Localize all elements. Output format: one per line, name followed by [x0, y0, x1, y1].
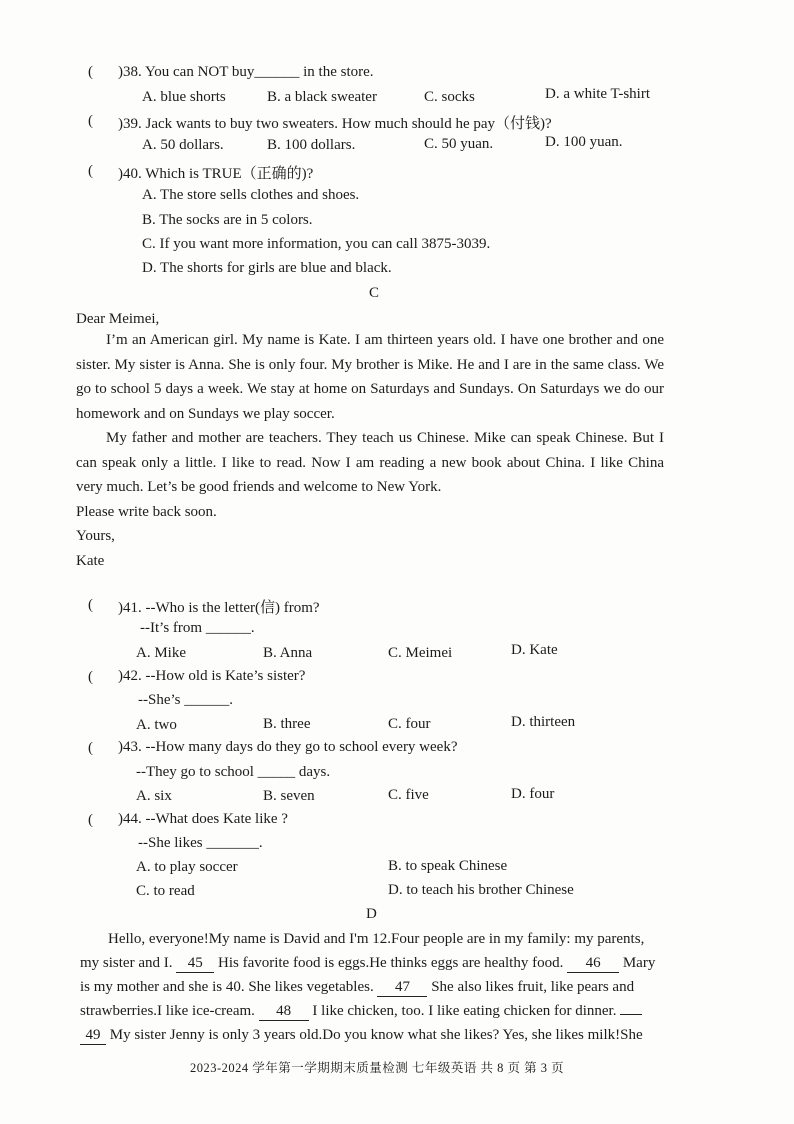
q41-option-a: A. Mike — [136, 645, 186, 661]
passage-d-line-1: Hello, everyone!My name is David and I'm 12.Four people are in my family: my parents, — [108, 931, 645, 947]
q38-paren: ( — [88, 64, 93, 80]
blank-46: 46 — [567, 955, 619, 973]
q44-option-d: D. to teach his brother Chinese — [388, 882, 574, 898]
passage-text: strawberries.I like ice-cream. — [80, 1003, 255, 1019]
q39-option-d: D. 100 yuan. — [545, 134, 623, 150]
q39-option-b: B. 100 dollars. — [267, 137, 356, 153]
passage-text: my sister and I. — [80, 955, 173, 971]
passage-text: His favorite food is eggs.He thinks eggs are healthy food. — [217, 955, 564, 971]
q38-stem: )38. You can NOT buy______ in the store. — [118, 64, 374, 80]
blank-45: 45 — [176, 955, 214, 973]
q42-option-d: D. thirteen — [511, 714, 576, 730]
q41-option-b: B. Anna — [263, 645, 313, 661]
q44-option-c: C. to read — [136, 883, 195, 899]
q42-paren: ( — [88, 669, 93, 685]
blank-47: 47 — [377, 979, 427, 997]
q44-paren: ( — [88, 812, 93, 828]
q44-answer-line: --She likes _______. — [138, 835, 263, 851]
q38-option-c: C. socks — [424, 89, 475, 105]
q38-option-a: A. blue shorts — [142, 89, 226, 105]
q40-option-d: D. The shorts for girls are blue and black. — [142, 260, 392, 276]
letter-greeting: Dear Meimei, — [76, 311, 160, 327]
q42-stem: )42. --How old is Kate’s sister? — [118, 668, 306, 684]
q40-stem: )40. Which is TRUE（正确的)? — [118, 166, 314, 182]
q41-option-d: D. Kate — [511, 642, 558, 658]
q43-stem: )43. --How many days do they go to school every week? — [118, 739, 458, 755]
q41-stem: )41. --Who is the letter(信) from? — [118, 600, 320, 616]
q39-option-a: A. 50 dollars. — [142, 137, 224, 153]
q38-option-b: B. a black sweater — [267, 89, 377, 105]
q39-option-c: C. 50 yuan. — [424, 136, 494, 152]
page-footer: 2023-2024 学年第一学期期末质量检测 七年级英语 共 8 页 第 3 页 — [190, 1061, 565, 1075]
q43-option-d: D. four — [511, 786, 555, 802]
q40-option-c: C. If you want more information, you can call 3875-3039. — [142, 236, 491, 252]
passage-d-line-4 — [80, 1003, 642, 1021]
q42-option-b: B. three — [263, 716, 311, 732]
q40-option-a: A. The store sells clothes and shoes. — [142, 187, 360, 203]
passage-d-line-5 — [80, 1027, 643, 1045]
passage-text: She also likes fruit, like pears and — [431, 979, 635, 995]
q41-option-c: C. Meimei — [388, 645, 453, 661]
q44-option-a: A. to play soccer — [136, 859, 238, 875]
letter-paragraph-2: My father and mother are teachers. They teach us Chinese. Mike can speak Chinese. But I can speak only a little. I like to read. Now I am reading a new book about China. I like China very much. Let’s be good friends and welcome to New York. — [76, 430, 664, 495]
q40-paren: ( — [88, 163, 93, 179]
q43-option-c: C. five — [388, 787, 429, 803]
passage-d-line-3 — [80, 979, 634, 997]
q42-answer-line: --She’s ______. — [138, 692, 233, 708]
letter-write-back: Please write back soon. — [76, 503, 217, 520]
passage-text: I like chicken, too. I like eating chicken for dinner. — [312, 1003, 617, 1019]
letter-signature: Kate — [76, 552, 105, 569]
letter-paragraph-1: I’m an American girl. My name is Kate. I am thirteen years old. I have one brother and one sister. My sister is Anna. She is only four. My brother is Mike. He and I are in the same class. We go to school 5 days a week. We stay at home on Saturdays and Sundays. On Saturdays we do our homework and on Sundays we play soccer. — [76, 332, 664, 422]
passage-text: My sister Jenny is only 3 years old.Do you know what she likes? Yes, she likes milk!She — [109, 1027, 643, 1043]
q39-stem: )39. Jack wants to buy two sweaters. How much should he pay（付钱)? — [118, 116, 552, 132]
q41-paren: ( — [88, 597, 93, 613]
q43-option-b: B. seven — [263, 788, 315, 804]
blank-49-lead — [620, 1014, 642, 1015]
blank-48: 48 — [259, 1003, 309, 1021]
q44-option-b: B. to speak Chinese — [388, 858, 508, 874]
letter-body — [76, 328, 664, 573]
q38-option-d: D. a white T-shirt — [545, 86, 650, 102]
q39-paren: ( — [88, 113, 93, 129]
q42-option-c: C. four — [388, 716, 431, 732]
section-c-heading: C — [369, 285, 380, 301]
q41-answer-line: --It’s from ______. — [140, 620, 255, 636]
section-d-heading: D — [366, 906, 377, 922]
q43-answer-line: --They go to school _____ days. — [136, 764, 331, 780]
passage-d-line-2 — [80, 955, 655, 973]
q40-option-b: B. The socks are in 5 colors. — [142, 212, 313, 228]
blank-49: 49 — [80, 1027, 106, 1045]
q44-stem: )44. --What does Kate like ? — [118, 811, 288, 827]
passage-text: Mary — [622, 955, 656, 971]
letter-closing: Yours, — [76, 528, 115, 544]
passage-text: is my mother and she is 40. She likes vegetables. — [80, 979, 374, 995]
q43-option-a: A. six — [136, 788, 172, 804]
q42-option-a: A. two — [136, 717, 177, 733]
q43-paren: ( — [88, 740, 93, 756]
